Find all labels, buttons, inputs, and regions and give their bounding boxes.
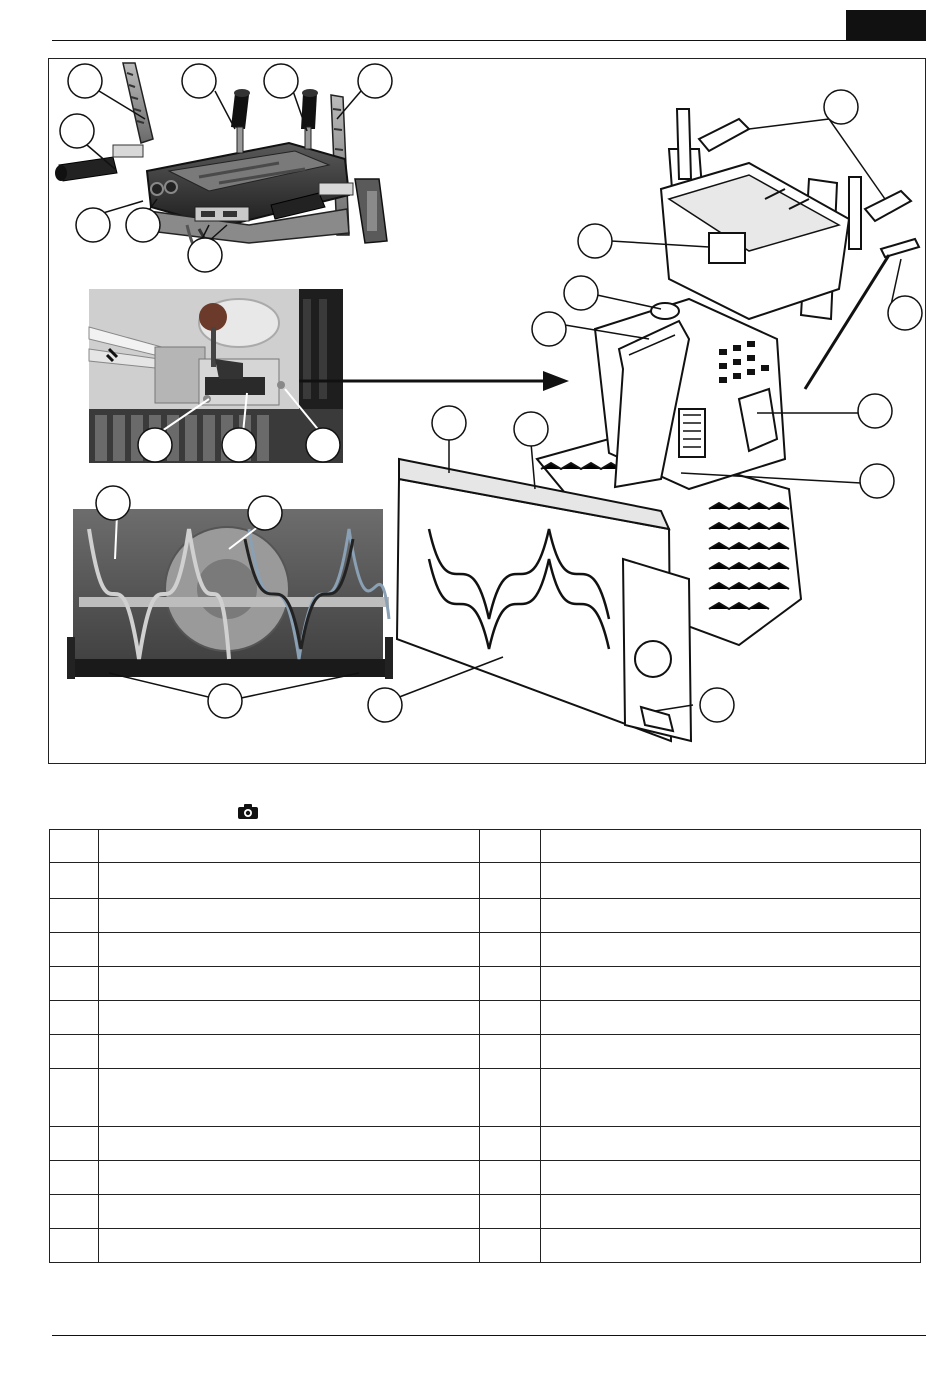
callout-switch-1 [76, 208, 110, 242]
footer-rule [52, 1335, 926, 1336]
shift-lever-inset [89, 289, 569, 463]
callout-handle-right [358, 64, 392, 98]
callout-shift-b [222, 428, 256, 462]
auger-inset [67, 486, 393, 718]
legend-text [540, 1001, 921, 1035]
callout-chute-lever-2 [264, 64, 298, 98]
legend-number [479, 1127, 540, 1161]
legend-number [50, 1127, 99, 1161]
callout-handle-left [68, 64, 102, 98]
snow-blower-main [368, 90, 922, 741]
legend-number [479, 1229, 540, 1263]
legend-number [50, 899, 99, 933]
legend-number [50, 1035, 99, 1069]
parts-legend-table [49, 829, 921, 1263]
control-panel-inset [51, 61, 397, 272]
legend-number [479, 1161, 540, 1195]
callout-shave-plate [208, 684, 242, 718]
legend-number [479, 1035, 540, 1069]
legend-text [540, 1069, 921, 1127]
callout-panel-lights [188, 238, 222, 272]
table-row [50, 1161, 921, 1195]
legend-number [50, 933, 99, 967]
callout-recoil [860, 464, 894, 498]
legend-number [50, 1069, 99, 1127]
legend-text [540, 967, 921, 1001]
table-row [50, 863, 921, 899]
legend-number [50, 830, 99, 863]
table-row [50, 933, 921, 967]
camera-icon [238, 804, 258, 819]
header-rule [52, 40, 926, 41]
table-row [50, 830, 921, 863]
callout-impeller [248, 496, 282, 530]
legend-text [99, 1229, 480, 1263]
legend-number [50, 1229, 99, 1263]
legend-text [99, 1127, 480, 1161]
table-row [50, 1229, 921, 1263]
legend-text [540, 1127, 921, 1161]
legend-text [540, 899, 921, 933]
table-row [50, 967, 921, 1001]
legend-number [479, 967, 540, 1001]
parts-figure [48, 58, 926, 764]
callout-shift-a [138, 428, 172, 462]
legend-text [540, 1229, 921, 1263]
legend-number [479, 1195, 540, 1229]
callout-track [514, 412, 548, 446]
callout-chute [532, 312, 566, 346]
legend-text [99, 899, 480, 933]
table-row [50, 1069, 921, 1127]
legend-number [50, 1195, 99, 1229]
legend-text [99, 1069, 480, 1127]
legend-text [99, 933, 480, 967]
callout-chute-lever-1 [182, 64, 216, 98]
legend-number [50, 967, 99, 1001]
callout-dashboard [578, 224, 612, 258]
legend-text [540, 1195, 921, 1229]
legend-text [540, 1161, 921, 1195]
legend-text [540, 1035, 921, 1069]
callout-engine-side [858, 394, 892, 428]
legend-number [479, 1069, 540, 1127]
legend-number [479, 1001, 540, 1035]
legend-number [479, 933, 540, 967]
section-tab [846, 10, 926, 40]
legend-text [99, 967, 480, 1001]
legend-text [540, 933, 921, 967]
legend-text [99, 1035, 480, 1069]
callout-auger-housing [368, 688, 402, 722]
table-row [50, 1127, 921, 1161]
table-row [50, 1035, 921, 1069]
legend-text [99, 830, 480, 863]
legend-text [99, 1001, 480, 1035]
table-row [50, 1001, 921, 1035]
callout-auger [96, 486, 130, 520]
callout-switch-2 [126, 208, 160, 242]
callout-shift-c [306, 428, 340, 462]
legend-number [479, 863, 540, 899]
legend-text [99, 863, 480, 899]
table-row [50, 1195, 921, 1229]
callout-housing [432, 406, 466, 440]
snow-blower-illustration [49, 59, 927, 765]
legend-text [99, 1195, 480, 1229]
legend-number [50, 1001, 99, 1035]
callout-chute-rod [888, 296, 922, 330]
callout-skid-shoe [700, 688, 734, 722]
legend-text [540, 863, 921, 899]
legend-number [479, 899, 540, 933]
callout-fuel-cap [564, 276, 598, 310]
legend-number [479, 830, 540, 863]
callout-grips [824, 90, 858, 124]
legend-text [99, 1161, 480, 1195]
legend-number [50, 863, 99, 899]
callout-control-bar [60, 114, 94, 148]
legend-text [540, 830, 921, 863]
legend-number [50, 1161, 99, 1195]
table-row [50, 899, 921, 933]
